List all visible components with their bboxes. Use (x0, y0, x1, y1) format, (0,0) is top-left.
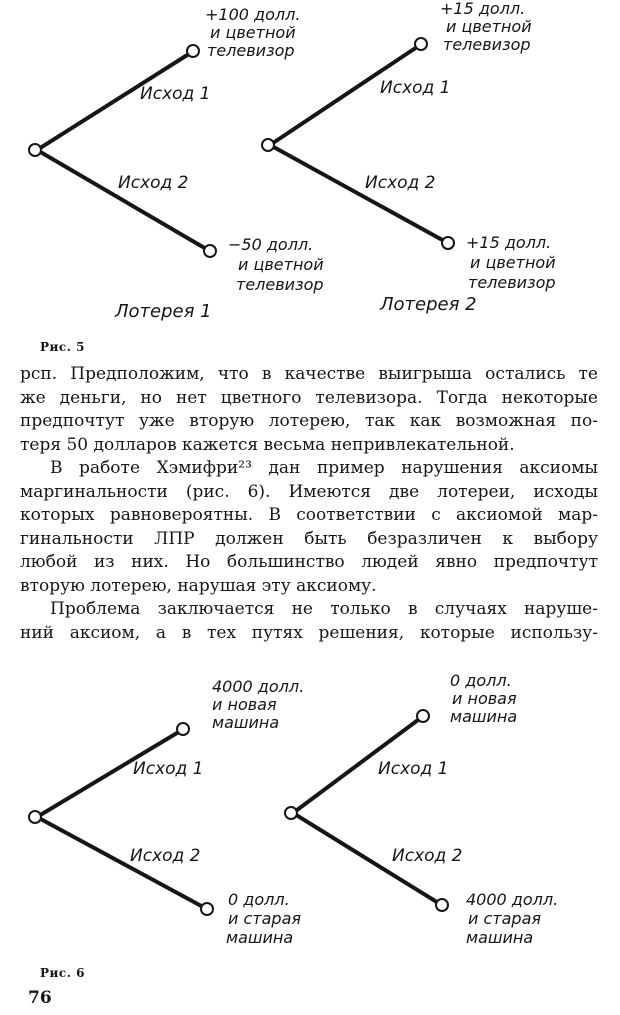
fig6-l2-result2-line1: 4000 долл. (466, 890, 559, 909)
fig5-l1-result2-line2: и цветной (238, 255, 324, 274)
fig5-l1-result1-line2: и цветной (210, 23, 296, 42)
fig6-l2-result1-line3: машина (450, 707, 518, 726)
fig6-l1-result2-line3: машина (226, 928, 294, 947)
fig6-l2-outcome1-label: Исход 1 (378, 759, 449, 779)
body-line-7: которых равновероятны. В соответствии с аксиомой мар- (20, 505, 598, 525)
page-number: 76 (28, 988, 52, 1008)
figure-5 (0, 0, 620, 335)
fig6-l2-outcome2-label: Исход 2 (392, 846, 463, 866)
body-text (20, 363, 598, 645)
fig5-l1-result1-line3: телевизор (207, 41, 295, 60)
fig5-l2-leaf2-node (442, 237, 454, 249)
fig5-l1-leaf1-node (187, 45, 199, 57)
fig6-l1-outcome1-label: Исход 1 (133, 759, 204, 779)
fig6-l1-result2-line1: 0 долл. (228, 890, 290, 909)
fig6-l1-leaf1-node (177, 723, 189, 735)
fig5-l1-outcome1-label: Исход 1 (140, 84, 211, 104)
fig5-l2-result1-line1: +15 долл. (440, 0, 526, 18)
fig5-l1-outcome2-label: Исход 2 (118, 173, 189, 193)
fig6-l2-result1-line1: 0 долл. (450, 671, 512, 690)
fig6-l1-result1-line1: 4000 долл. (212, 677, 305, 696)
body-line-11: Проблема заключается не только в случаях наруше- (50, 599, 598, 619)
fig5-l2-result1-line2: и цветной (446, 17, 532, 36)
fig6-l1-leaf2-node (201, 903, 213, 915)
body-line-3: предпочтут уже вторую лотерею, так как возможная по- (20, 411, 598, 431)
fig6-l1-result1-line2: и новая (212, 695, 277, 714)
body-line-9: любой из них. Но большинство людей явно предпочтут (20, 552, 598, 572)
fig6-l1-result1-line3: машина (212, 713, 280, 732)
fig5-l1-title: Лотерея 1 (115, 301, 212, 322)
fig5-l2-leaf1-node (415, 38, 427, 50)
body-line-5: В работе Хэмифри²³ дан пример нарушения аксиомы (50, 458, 598, 478)
figure-6-caption: Рис. 6 (40, 966, 85, 980)
fig5-l1-root-node (29, 144, 41, 156)
fig5-l2-result2-line3: телевизор (468, 273, 556, 292)
fig5-l2-outcome1-label: Исход 1 (380, 78, 451, 98)
fig5-l1-branch2 (37, 150, 208, 250)
figure-6 (0, 660, 620, 960)
fig6-l1-root-node (29, 811, 41, 823)
fig5-l2-result2-line1: +15 долл. (466, 233, 552, 252)
fig5-l1-leaf2-node (204, 245, 216, 257)
body-line-6: маргинальности (рис. 6). Имеются две лотереи, исходы (20, 481, 598, 502)
fig5-l2-root-node (262, 139, 274, 151)
fig5-l2-title: Лотерея 2 (380, 294, 477, 315)
fig6-l2-result2-line3: машина (466, 928, 534, 947)
fig6-l2-result1-line2: и новая (452, 689, 517, 708)
fig5-lottery1-tree (29, 5, 324, 322)
fig6-l2-leaf2-node (436, 899, 448, 911)
fig5-l1-result1-line1: +100 долл. (205, 5, 301, 24)
body-line-10: вторую лотерею, нарушая эту аксиому. (20, 575, 377, 596)
fig6-lottery1-tree (29, 677, 304, 947)
body-line-4: теря 50 долларов кажется весьма непривлекательной. (20, 434, 515, 455)
body-line-12: ний аксиом, а в тех путях решения, которые использу- (20, 622, 598, 643)
figure-5-caption: Рис. 5 (40, 340, 85, 354)
fig6-lottery2-tree (285, 671, 558, 947)
fig5-l1-result2-line1: −50 долл. (228, 235, 314, 254)
fig5-l2-result1-line3: телевизор (443, 35, 531, 54)
fig5-l2-outcome2-label: Исход 2 (365, 173, 436, 193)
fig5-l2-branch2 (270, 145, 446, 242)
fig6-l1-result2-line2: и старая (228, 909, 301, 928)
fig6-l2-root-node (285, 807, 297, 819)
fig5-l1-result2-line3: телевизор (236, 275, 324, 294)
body-line-2: же деньги, но нет цветного телевизора. Тогда некоторые (20, 387, 598, 408)
fig5-l2-result2-line2: и цветной (470, 253, 556, 272)
body-line-8: гинальности ЛПР должен быть безразличен к выбору (20, 528, 598, 549)
body-line-1: рсп. Предположим, что в качестве выигрыша остались те (20, 364, 598, 384)
fig6-l1-outcome2-label: Исход 2 (130, 846, 201, 866)
fig6-l2-leaf1-node (417, 710, 429, 722)
fig6-l2-result2-line2: и старая (468, 909, 541, 928)
